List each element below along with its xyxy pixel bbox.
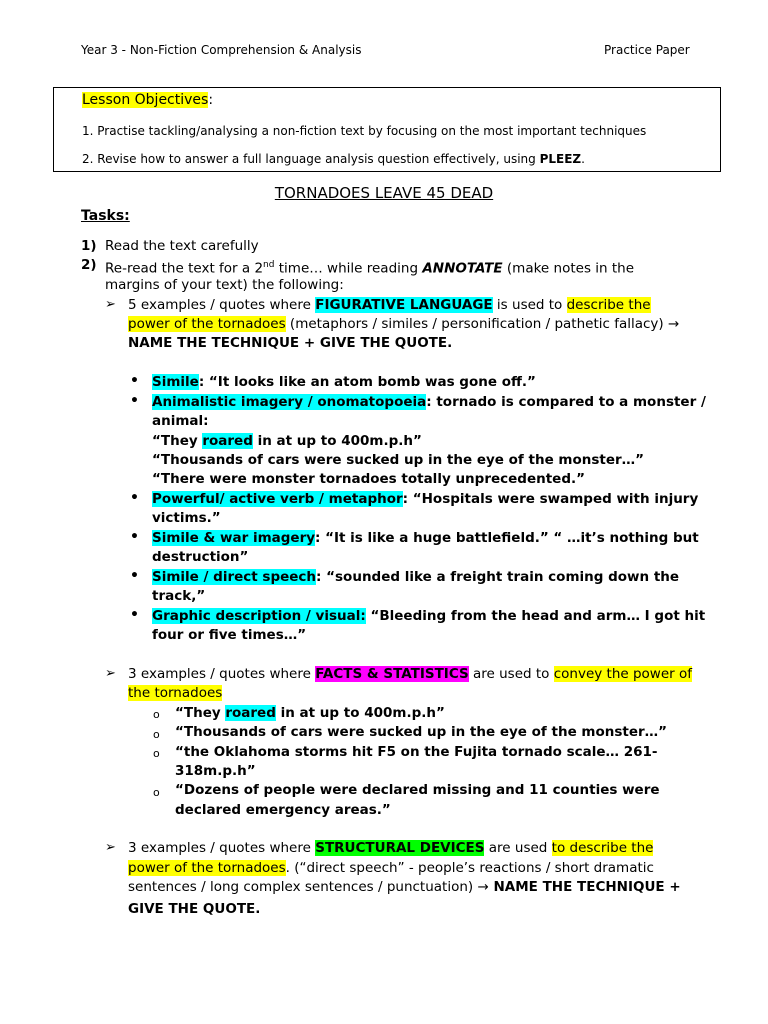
roared-highlight: roared [202,433,253,449]
animalistic-line-5: “There were monster tornadoes totally unprecedented.” [152,471,586,487]
animalistic-text: : tornado is compared to a monster / [426,394,706,410]
animalistic-line-2: animal: [152,413,209,429]
fact-1 [175,704,445,723]
fig-mid: is used to [492,297,567,313]
bullet-icon: • [130,373,139,389]
task-1-text: Read the text carefully [105,238,259,254]
struct-mid: are used [484,840,552,856]
simile-item [152,373,536,392]
structural-line-3 [128,878,681,897]
header-left: Year 3 - Non-Fiction Comprehension & Analysis [81,43,362,57]
graphic-line-2: four or five times…” [152,627,307,643]
roared-pre: “They [152,433,203,449]
task-2-number: 2) [81,257,97,273]
arrow-right-icon: → [477,879,489,895]
circle-bullet-icon: o [153,728,160,741]
facts-mid: are used to [468,666,554,682]
fig-power: power of the tornadoes [128,316,286,332]
struct-pre: 3 examples / quotes where [128,840,316,856]
circle-bullet-icon: o [153,786,160,799]
bullet-icon: • [130,490,139,506]
bullet-icon: • [130,529,139,545]
struct-power: power of the tornadoes [128,860,286,876]
roared-post: in at up to 400m.p.h” [252,433,422,449]
objective-2 [82,152,585,166]
animalistic-line-3 [152,432,422,451]
war-line-2: destruction” [152,549,249,565]
fact-1-highlight: roared [225,705,276,721]
struct-types-2: sentences / long complex sentences / punctuation) [128,879,478,895]
arrow-bullet-icon: ➢ [105,840,116,855]
objectives-box [53,87,721,172]
header-right: Practice Paper [604,43,690,57]
objective-2-text: 2. Revise how to answer a full language analysis question effectively, using [82,152,540,166]
figurative-line-3: NAME THE TECHNIQUE + GIVE THE QUOTE. [128,335,453,351]
task-2-line-2: margins of your text) the following: [105,277,344,293]
objectives-title: Lesson Objectives [82,92,209,108]
bullet-icon: • [130,568,139,584]
verb-label: Powerful/ active verb / metaphor [152,491,403,507]
speech-label: Simile / direct speech [152,569,317,585]
objective-2-bold: PLEEZ [539,152,582,166]
fig-highlight: FIGURATIVE LANGUAGE [315,297,493,313]
fig-types: (metaphors / similes / personification / pathetic fallacy) → [285,316,680,332]
bullet-icon: • [130,393,139,409]
speech-item [152,568,679,587]
facts-tornadoes: the tornadoes [128,685,223,701]
circle-bullet-icon: o [153,708,160,721]
verb-line-2: victims.” [152,510,221,526]
fig-highlight-2: describe the [566,297,651,313]
speech-line-2: track,” [152,588,206,604]
task-2-post: (make notes in the [502,260,635,277]
speech-quote: : “sounded like a freight train coming down the [316,569,680,585]
animalistic-line-4: “Thousands of cars were sucked up in the eye of the monster…” [152,452,645,468]
objective-2-end: . [581,152,585,166]
tasks-label: Tasks: [81,208,130,224]
struct-highlight-2: to describe the [551,840,654,856]
objective-1: 1. Practise tackling/analysing a non-fiction text by focusing on the most important techniques [82,124,647,138]
circle-bullet-icon: o [153,747,160,760]
task-2-pre: Re-read the text for a 2 [105,260,264,277]
animalistic-item [152,393,706,412]
facts-line-2 [128,684,222,703]
war-item [152,529,699,548]
struct-name-technique: NAME THE TECHNIQUE + [488,879,681,895]
fact-4-line-2: declared emergency areas.” [175,802,391,818]
verb-item [152,490,698,509]
war-quote: : “It is like a huge battlefield.” “ …it’s nothing but [315,530,699,546]
structural-line-1 [128,839,653,858]
figurative-line-2 [128,315,679,334]
structural-line-4: GIVE THE QUOTE. [128,901,261,917]
task-2-annotate: ANNOTATE [422,260,503,277]
bullet-icon: • [130,607,139,623]
war-label: Simile & war imagery [152,530,316,546]
graphic-item [152,607,705,626]
facts-highlight: FACTS & STATISTICS [315,666,469,682]
struct-highlight: STRUCTURAL DEVICES [315,840,485,856]
fact-4: “Dozens of people were declared missing and 11 counties were [175,782,660,798]
structural-line-2 [128,859,654,878]
arrow-bullet-icon: ➢ [105,297,116,312]
facts-highlight-2: convey the power of [553,666,693,682]
objectives-colon: : [208,92,214,108]
arrow-bullet-icon: ➢ [105,666,116,681]
figurative-line-1 [128,296,651,315]
facts-line-1 [128,665,692,684]
animalistic-label: Animalistic imagery / onomatopoeia [152,394,427,410]
struct-types: . (“direct speech” - people’s reactions / short dramatic [285,860,654,876]
fig-pre: 5 examples / quotes where [128,297,316,313]
objectives-heading [82,92,213,108]
fact-3-line-2: 318m.p.h” [175,763,256,779]
task-2-sup: nd [263,260,275,270]
simile-label: Simile [152,374,199,390]
fact-1-post: in at up to 400m.p.h” [275,705,445,721]
verb-quote: : “Hospitals were swamped with injury [402,491,699,507]
fact-2: “Thousands of cars were sucked up in the eye of the monster…” [175,724,668,740]
facts-pre: 3 examples / quotes where [128,666,316,682]
document-title: TORNADOES LEAVE 45 DEAD [274,184,494,202]
simile-quote: : “It looks like an atom bomb was gone off.” [198,374,536,390]
fact-3: “the Oklahoma storms hit F5 on the Fujita tornado scale… 261- [175,744,658,760]
fact-1-pre: “They [175,705,226,721]
graphic-quote: “Bleeding from the head and arm… I got hit [365,608,706,624]
task-1-number: 1) [81,238,97,254]
task-2-mid: time… while reading [274,260,423,277]
graphic-label: Graphic description / visual: [152,608,366,624]
